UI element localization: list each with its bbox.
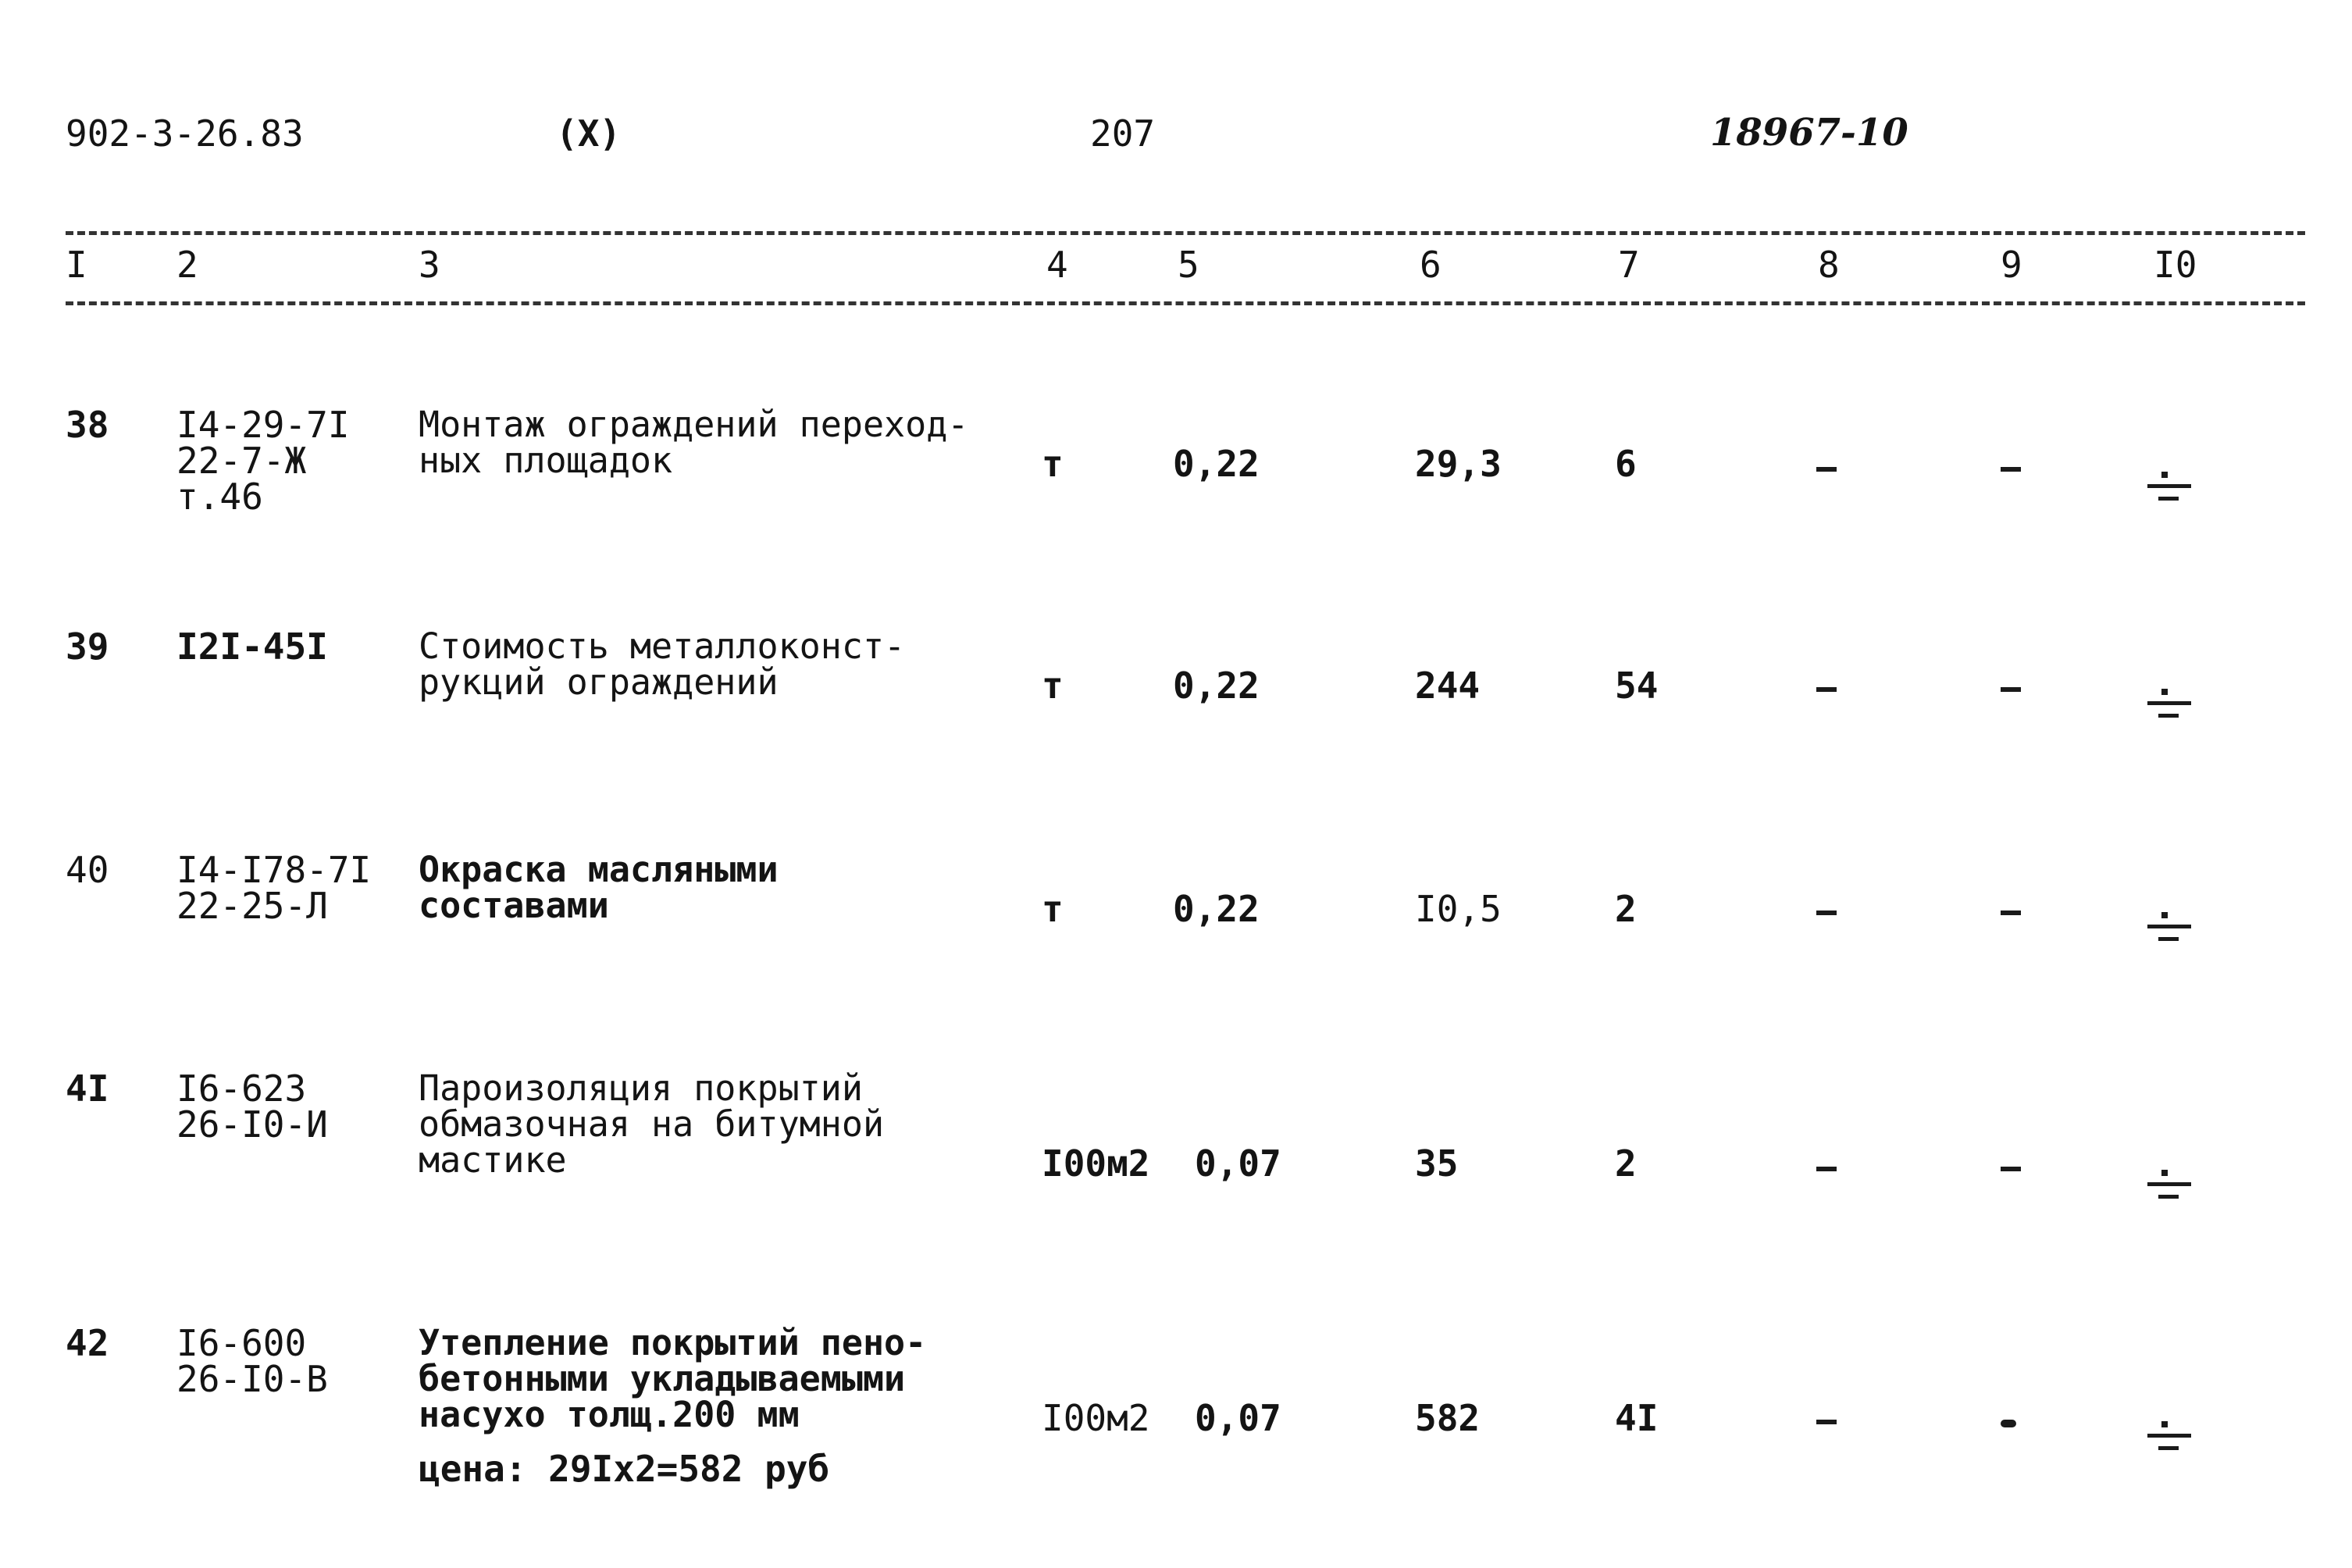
row-quantity: 0,07 (1195, 1142, 1281, 1185)
row-col10-mark-icon (2144, 1164, 2191, 1210)
column-header-9: 9 (2001, 244, 2022, 286)
row-number: 40 (66, 849, 109, 891)
row-quantity: 0,22 (1173, 888, 1260, 930)
row-col9-dash (2001, 467, 2021, 472)
column-header-6: 6 (1420, 244, 1441, 286)
row-code: I6-600 (176, 1322, 307, 1364)
row-col7-value: 2 (1615, 1142, 1637, 1185)
row-description-line: Стоимость металлоконст- (419, 625, 906, 667)
row-col8-dash (1816, 1420, 1837, 1424)
row-col6-value: I0,5 (1415, 888, 1502, 930)
document-code: 902-3-26.83 (66, 112, 304, 155)
row-col7-value: 2 (1615, 888, 1637, 930)
row-code: т.46 (176, 476, 263, 518)
row-col6-value: 244 (1415, 665, 1481, 707)
row-col10-mark-icon (2144, 906, 2191, 953)
row-description-line: Утепление покрытий пено- (419, 1322, 927, 1363)
row-col8-dash (1816, 687, 1837, 692)
row-number: 4I (66, 1067, 109, 1110)
row-description-line: насухо толщ.200 мм (419, 1394, 800, 1435)
column-header-7: 7 (1618, 244, 1640, 286)
row-number: 38 (66, 404, 109, 446)
row-col9-dash (2001, 687, 2021, 692)
document-mark: (X) (556, 112, 622, 155)
row-code: 22-7-Ж (176, 440, 307, 482)
row-unit: I00м2 (1042, 1397, 1150, 1439)
row-col7-value: 54 (1615, 665, 1659, 707)
column-header-2: 2 (176, 244, 198, 286)
row-col7-value: 6 (1615, 443, 1637, 485)
row-code: I2I-45I (176, 625, 328, 668)
row-col9-dash (2001, 1420, 2016, 1427)
row-quantity: 0,22 (1173, 665, 1260, 707)
row-code: 26-I0-И (176, 1103, 328, 1146)
row-col9-dash (2001, 911, 2021, 915)
row-description-line: обмазочная на битумной (419, 1103, 885, 1145)
row-col10-mark-icon (2144, 1415, 2191, 1462)
page-number: 207 (1090, 112, 1156, 155)
row-col6-value: 35 (1415, 1142, 1459, 1185)
header-rule-top (66, 231, 2305, 235)
row-col8-dash (1816, 911, 1837, 915)
row-code: I4-29-7I (176, 404, 350, 446)
row-code: I6-623 (176, 1067, 307, 1110)
row-col6-value: 29,3 (1415, 443, 1502, 485)
row-unit: т (1042, 888, 1064, 930)
row-unit: т (1042, 443, 1064, 485)
row-description-line: Окраска масляными (419, 849, 779, 890)
column-header-1: I (66, 244, 87, 286)
row-description-line: рукций ограждений (419, 661, 779, 703)
header-rule-bottom (66, 301, 2305, 305)
row-unit: т (1042, 665, 1064, 707)
row-price-note: цена: 29Iх2=582 руб (419, 1448, 830, 1490)
row-description-line: бетонными укладываемыми (419, 1358, 906, 1399)
row-col7-value: 4I (1615, 1397, 1659, 1439)
column-header-10: I0 (2154, 244, 2197, 286)
row-code: 22-25-Л (176, 885, 328, 927)
column-header-3: 3 (419, 244, 440, 286)
row-description-line: составами (419, 885, 609, 926)
row-description-line: Монтаж ограждений переход- (419, 404, 969, 445)
column-header-4: 4 (1046, 244, 1068, 286)
column-header-5: 5 (1178, 244, 1199, 286)
row-description-line: ных площадок (419, 440, 673, 481)
column-header-8: 8 (1818, 244, 1840, 286)
row-col9-dash (2001, 1167, 2021, 1171)
row-code: I4-I78-7I (176, 849, 372, 891)
row-quantity: 0,22 (1173, 443, 1260, 485)
row-col6-value: 582 (1415, 1397, 1481, 1439)
row-unit: I00м2 (1042, 1142, 1150, 1185)
row-code: 26-I0-В (176, 1358, 328, 1400)
row-quantity: 0,07 (1195, 1397, 1281, 1439)
row-col8-dash (1816, 1167, 1837, 1171)
row-col10-mark-icon (2144, 682, 2191, 729)
row-description-line: Пароизоляция покрытий (419, 1067, 863, 1109)
row-description-line: мастике (419, 1139, 567, 1181)
row-number: 39 (66, 625, 109, 668)
row-number: 42 (66, 1322, 109, 1364)
document-id: 18967-10 (1710, 111, 1908, 155)
row-col10-mark-icon (2144, 465, 2191, 512)
row-col8-dash (1816, 467, 1837, 472)
